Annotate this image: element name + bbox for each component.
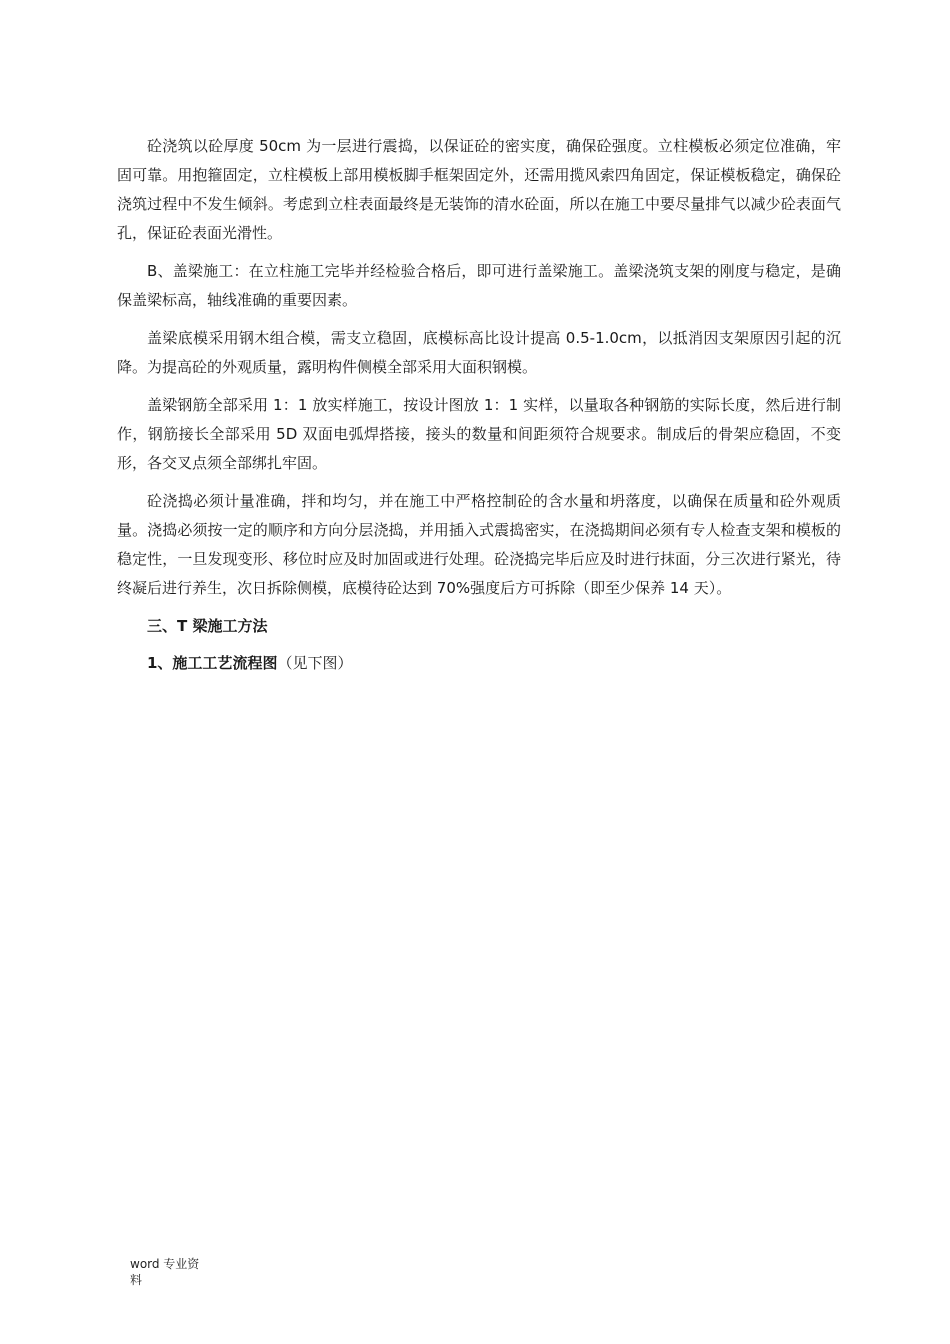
paragraph-concrete-compaction: 砼浇捣必须计量准确，拌和均匀，并在施工中严格控制砼的含水量和坍落度，以确保在质量和砼外观质量。浇捣必须按一定的顺序和方向分层浇捣，并用插入式震捣密实，在浇捣期间必须有专人检查支架和模板的稳定性，一旦发现变形、移位时应及时加固或进行处理。砼浇捣完毕后应及时进行抹面，分三次进行紧光，待终凝后进行养生，次日拆除侧模，底模待砼达到 70%强度后方可拆除（即至少保养 14 天）。 — [117, 492, 841, 597]
paragraph-concrete-pouring: 砼浇筑以砼厚度 50cm 为一层进行震捣，以保证砼的密实度，确保砼强度。立柱模板必须定位准确，牢固可靠。用抱箍固定，立柱模板上部用模板脚手框架固定外，还需用揽风索四角固定，保证模板稳定，确保砼浇筑过程中不发生倾斜。考虑到立柱表面最终是无装饰的清水砼面，所以在施工中要尽量排气以减少砼表面气孔，保证砼表面光滑性。 — [117, 137, 841, 242]
paragraph-cap-beam-construction: B、盖梁施工：在立柱施工完毕并经检验合格后，即可进行盖梁施工。盖梁浇筑支架的刚度与稳定，是确保盖梁标高，轴线准确的重要因素。 — [117, 262, 841, 309]
subsection-note: （见下图） — [277, 654, 353, 672]
paragraph-cap-beam-formwork: 盖梁底模采用钢木组合模，需支立稳固，底模标高比设计提高 0.5-1.0cm，以抵消因支架原因引起的沉降。为提高砼的外观质量，露明构件侧模全部采用大面积钢模。 — [117, 329, 841, 376]
document-body — [117, 132, 841, 686]
subsection-heading — [117, 649, 841, 678]
section-heading: 三、T 梁施工方法 — [147, 617, 268, 635]
subsection-title: 1、施工工艺流程图 — [147, 654, 278, 672]
paragraph-cap-beam-rebar: 盖梁钢筋全部采用 1：1 放实样施工，按设计图放 1：1 实样，以量取各种钢筋的实际长度，然后进行制作，钢筋接长全部采用 5D 双面电弧焊搭接，接头的数量和间距须符合规要求。制成后的骨架应稳固，不变形，各交叉点须全部绑扎牢固。 — [117, 396, 841, 472]
page-footer: word 专业资料 — [130, 1257, 200, 1287]
